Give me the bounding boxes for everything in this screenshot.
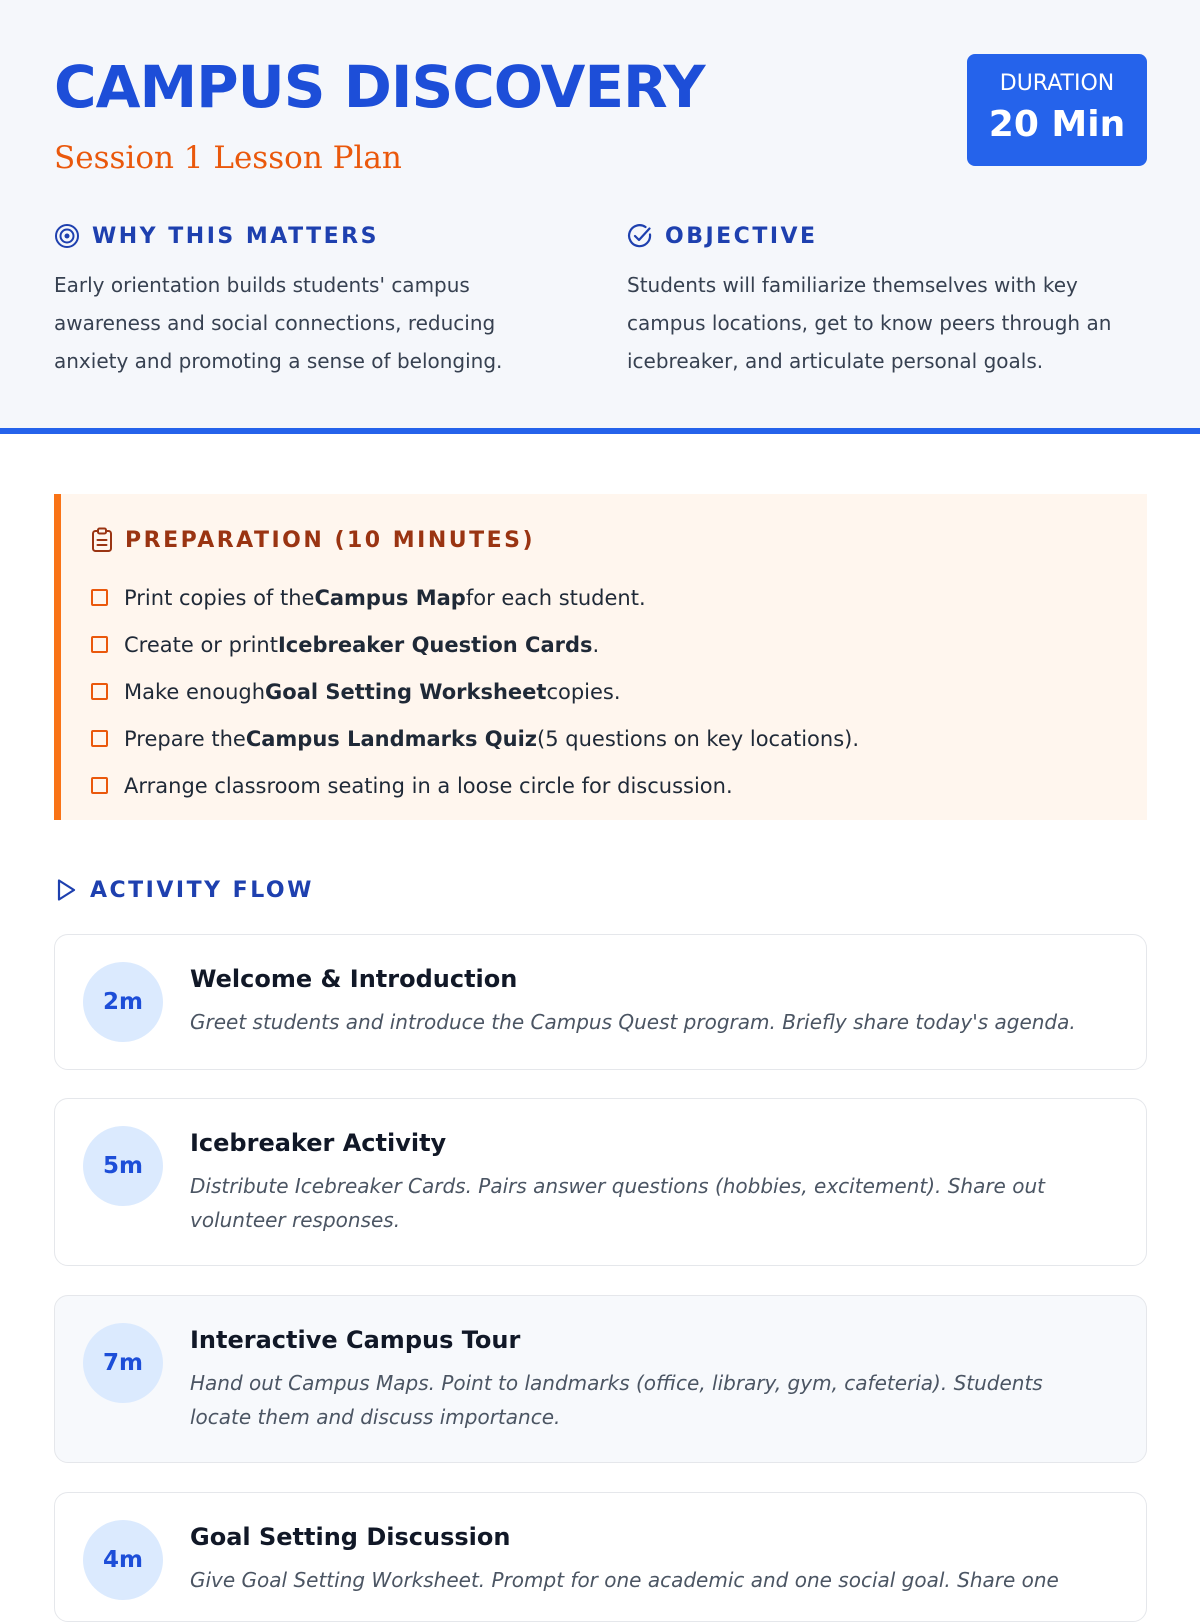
activity-flow-heading-text: ACTIVITY FLOW	[90, 877, 314, 903]
preparation-panel	[54, 494, 1147, 820]
duration-label: DURATION	[999, 71, 1115, 96]
checkbox[interactable]	[91, 777, 108, 794]
activity-card	[54, 1295, 1147, 1463]
checkbox[interactable]	[91, 683, 108, 700]
clipboard-icon	[91, 527, 113, 553]
preparation-heading-text: PREPARATION (10 MINUTES)	[125, 527, 536, 553]
checkbox[interactable]	[91, 636, 108, 653]
activity-title: Interactive Campus Tour	[190, 1326, 521, 1354]
objective-heading	[627, 216, 1147, 256]
activity-title: Icebreaker Activity	[190, 1129, 447, 1157]
why-heading-text: WHY THIS MATTERS	[92, 223, 379, 249]
prep-item: Arrange classroom seating in a loose circle for discussion.	[91, 762, 1147, 809]
activity-card	[54, 934, 1147, 1070]
checkbox[interactable]	[91, 730, 108, 747]
activity-flow-heading	[54, 870, 314, 910]
duration-value: 20 Min	[988, 104, 1126, 145]
preparation-heading	[91, 520, 1147, 560]
why-section	[54, 216, 554, 380]
activity-description: Give Goal Setting Worksheet. Prompt for one academic and one social goal. Share one	[190, 1568, 1059, 1592]
why-heading	[54, 216, 554, 256]
activity-title: Welcome & Introduction	[190, 965, 518, 993]
objective-text: Students will familiarize themselves with key campus locations, get to know peers through an icebreaker, and articulate personal goals.	[627, 273, 1112, 373]
header	[0, 0, 1200, 434]
prep-item: Prepare the Campus Landmarks Quiz (5 questions on key locations).	[91, 715, 1147, 762]
activity-card	[54, 1098, 1147, 1266]
time-badge: 5m	[83, 1126, 163, 1206]
checkbox[interactable]	[91, 589, 108, 606]
prep-item: Make enough Goal Setting Worksheet copies.	[91, 668, 1147, 715]
check-circle-icon	[627, 223, 653, 249]
objective-heading-text: OBJECTIVE	[665, 223, 818, 249]
target-icon	[54, 223, 80, 249]
time-badge: 2m	[83, 962, 163, 1042]
objective-section	[627, 216, 1147, 380]
play-icon	[54, 877, 78, 903]
why-text: Early orientation builds students' campus awareness and social connections, reducing anxiety and promoting a sense of belonging.	[54, 273, 503, 373]
activity-description: Hand out Campus Maps. Point to landmarks (office, library, gym, cafeteria). Students locate them and discuss importance.	[190, 1371, 1043, 1429]
time-badge: 4m	[83, 1520, 163, 1600]
activity-card	[54, 1492, 1147, 1622]
duration-badge	[967, 54, 1147, 166]
activity-description: Greet students and introduce the Campus Quest program. Briefly share today's agenda.	[190, 1010, 1076, 1034]
activity-description: Distribute Icebreaker Cards. Pairs answer questions (hobbies, excitement). Share out volunteer responses.	[190, 1174, 1045, 1232]
prep-item: Create or print Icebreaker Question Cards .	[91, 621, 1147, 668]
activity-title: Goal Setting Discussion	[190, 1523, 511, 1551]
preparation-list	[91, 574, 1147, 809]
page-subtitle: Session 1 Lesson Plan	[54, 140, 402, 176]
page-title: CAMPUS DISCOVERY	[54, 53, 705, 121]
time-badge: 7m	[83, 1323, 163, 1403]
prep-item: Print copies of the Campus Map for each student.	[91, 574, 1147, 621]
